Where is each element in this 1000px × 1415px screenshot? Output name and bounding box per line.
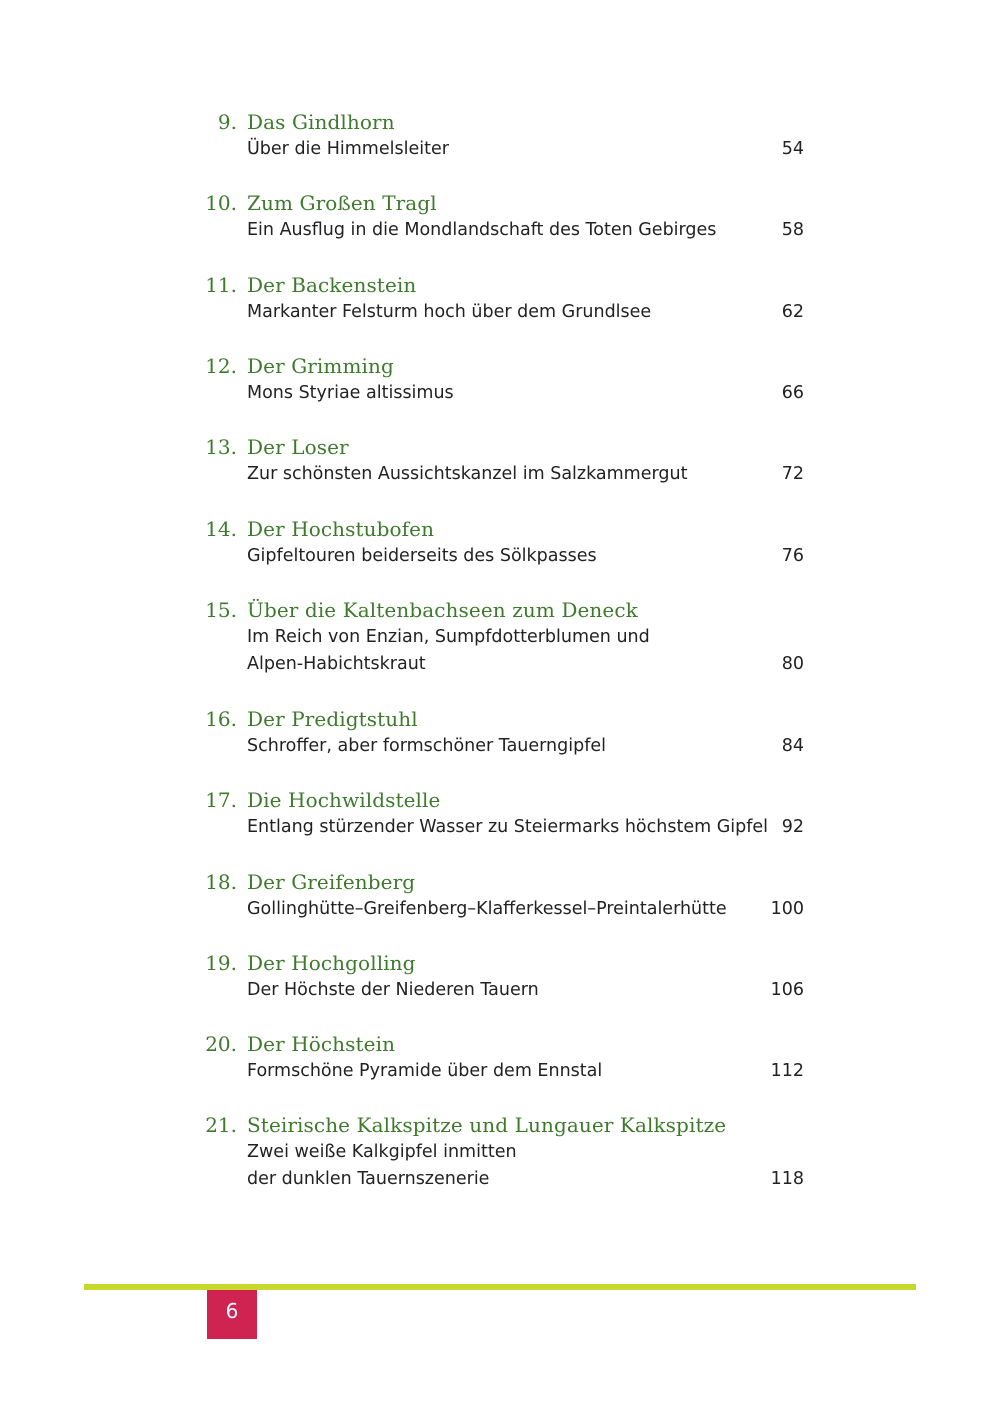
entry-page-number: 76 — [781, 546, 804, 566]
entry-number: 14. — [205, 517, 237, 541]
entry-title: Das Gindlhorn — [247, 110, 395, 134]
entry-number: 21. — [205, 1113, 237, 1137]
entry-subtitle: Gipfeltouren beiderseits des Sölkpasses — [247, 546, 597, 566]
entry-page-number: 100 — [770, 899, 804, 919]
entry-number: 20. — [205, 1032, 237, 1056]
entry-subtitle: Im Reich von Enzian, Sumpfdotterblumen und — [247, 627, 650, 647]
entry-page-number: 66 — [781, 383, 804, 403]
entry-title: Der Loser — [247, 435, 349, 459]
entry-number: 19. — [205, 951, 237, 975]
entry-number: 18. — [205, 870, 237, 894]
entry-subtitle: Zur schönsten Aussichtskanzel im Salzkammergut — [247, 464, 688, 484]
entry-number: 9. — [217, 110, 237, 134]
entry-subtitle: Entlang stürzender Wasser zu Steiermarks höchstem Gipfel — [247, 817, 769, 837]
entry-subtitle: Ein Ausflug in die Mondlandschaft des Toten Gebirges — [247, 220, 717, 240]
entry-number: 16. — [205, 707, 237, 731]
entry-subtitle: Formschöne Pyramide über dem Ennstal — [247, 1061, 603, 1081]
entry-title: Der Höchstein — [247, 1032, 396, 1056]
entry-subtitle: Gollinghütte–Greifenberg–Klafferkessel–Preintalerhütte — [247, 899, 727, 919]
entry-title: Der Predigtstuhl — [247, 707, 418, 731]
entry-page-number: 118 — [770, 1169, 804, 1189]
entry-subtitle: Der Höchste der Niederen Tauern — [247, 980, 539, 1000]
entry-page-number: 112 — [770, 1061, 804, 1081]
entry-page-number: 106 — [770, 980, 804, 1000]
entry-page-number: 72 — [781, 464, 804, 484]
entry-title: Die Hochwildstelle — [247, 788, 441, 812]
entry-title: Der Grimming — [247, 354, 394, 378]
entry-subtitle: Markanter Felsturm hoch über dem Grundlsee — [247, 302, 652, 322]
entry-number: 13. — [205, 435, 237, 459]
entry-title: Der Backenstein — [247, 273, 417, 297]
entry-page-number: 54 — [781, 139, 804, 159]
entry-title: Der Greifenberg — [247, 870, 416, 894]
entry-title: Der Hochgolling — [247, 951, 416, 975]
entry-number: 12. — [205, 354, 237, 378]
entry-title: Der Hochstubofen — [247, 517, 435, 541]
entry-subtitle: Zwei weiße Kalkgipfel inmitten — [247, 1142, 517, 1162]
entry-subtitle: Alpen-Habichtskraut — [247, 654, 426, 674]
entry-page-number: 62 — [781, 302, 804, 322]
entry-page-number: 80 — [781, 654, 804, 674]
page-number-badge: 6 — [207, 1290, 257, 1339]
entry-number: 11. — [205, 273, 237, 297]
entry-number: 15. — [205, 598, 237, 622]
entry-page-number: 58 — [781, 220, 804, 240]
entry-page-number: 92 — [781, 817, 804, 837]
entry-title: Über die Kaltenbachseen zum Deneck — [247, 598, 638, 622]
entry-subtitle: Mons Styriae altissimus — [247, 383, 454, 403]
entry-subtitle: Schroffer, aber formschöner Tauerngipfel — [247, 736, 607, 756]
entry-subtitle: Über die Himmelsleiter — [247, 139, 449, 159]
entry-title: Steirische Kalkspitze und Lungauer Kalkspitze — [247, 1113, 727, 1137]
entry-number: 10. — [205, 191, 237, 215]
entry-number: 17. — [205, 788, 237, 812]
entry-title: Zum Großen Tragl — [247, 191, 437, 215]
entry-page-number: 84 — [781, 736, 804, 756]
entry-subtitle: der dunklen Tauernszenerie — [247, 1169, 490, 1189]
